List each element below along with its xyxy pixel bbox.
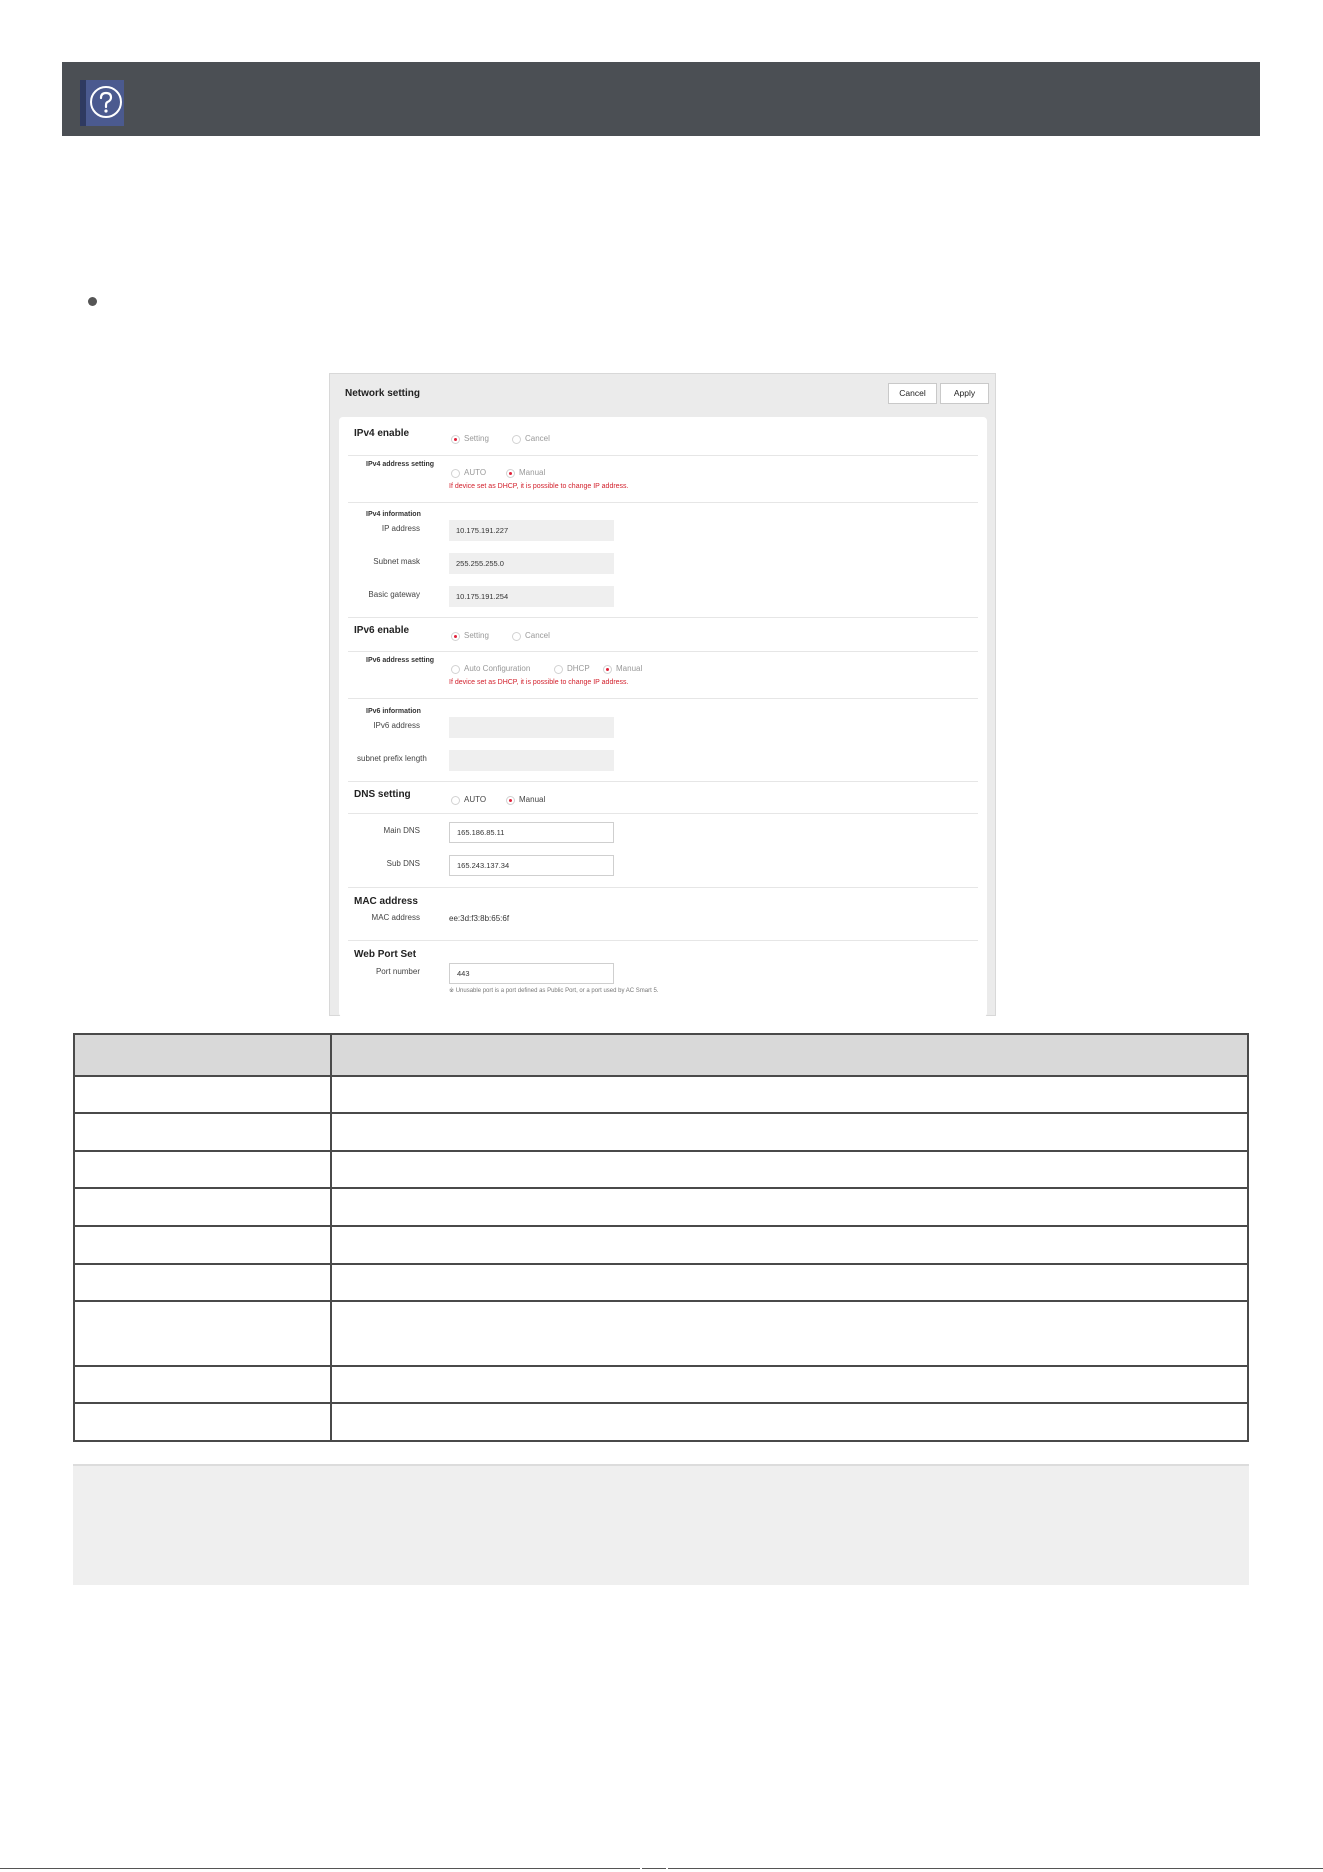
ipv4-enable-setting-radio[interactable] (451, 435, 460, 444)
note-box (73, 1464, 1249, 1585)
description-table (73, 1033, 1249, 1442)
ipv6-manual-radio[interactable] (603, 665, 612, 674)
ipv4-warning: If device set as DHCP, it is possible to change IP address. (449, 483, 629, 490)
divider (348, 813, 978, 814)
table-cell (74, 1113, 331, 1151)
divider (348, 698, 978, 699)
divider (348, 617, 978, 618)
table-header-cell (74, 1034, 331, 1076)
ipv4-auto-label: AUTO (464, 468, 487, 477)
table-cell (331, 1151, 1248, 1189)
ipv6-dhcp-radio[interactable] (554, 665, 563, 674)
page-header-bar (62, 62, 1260, 136)
dns-auto-radio[interactable] (451, 796, 460, 805)
main-dns-field[interactable]: 165.186.85.11 (449, 822, 614, 843)
table-cell (74, 1366, 331, 1404)
divider (348, 887, 978, 888)
table-cell (331, 1188, 1248, 1226)
apply-button[interactable]: Apply (940, 383, 989, 404)
table-header-row (74, 1034, 1248, 1076)
ipv4-enable-setting-label: Setting (464, 434, 489, 443)
subnet-prefix-length-field[interactable] (449, 750, 614, 771)
question-circle-icon (89, 84, 123, 120)
mac-address-label: MAC address (371, 913, 420, 922)
divider (348, 781, 978, 782)
ipv6-address-label: IPv6 address (373, 721, 420, 730)
table-row (74, 1188, 1248, 1226)
table-row (74, 1076, 1248, 1114)
table-row (74, 1113, 1248, 1151)
ipv6-auto-config-label: Auto Configuration (464, 664, 531, 673)
ipv4-information-label: IPv4 information (366, 511, 421, 518)
dns-manual-label: Manual (519, 795, 546, 804)
settings-panel (339, 417, 987, 1017)
ipv6-enable-setting-label: Setting (464, 631, 489, 640)
ipv6-information-label: IPv6 information (366, 708, 421, 715)
dns-auto-label: AUTO (464, 795, 487, 804)
table-cell (331, 1226, 1248, 1264)
main-dns-label: Main DNS (383, 826, 420, 835)
divider (348, 502, 978, 503)
cancel-button[interactable]: Cancel (888, 383, 937, 404)
ipv6-address-setting-label: IPv6 address setting (366, 657, 435, 664)
footer-rule-mid (642, 1868, 666, 1869)
basic-gateway-label: Basic gateway (368, 590, 420, 599)
basic-gateway-field[interactable]: 10.175.191.254 (449, 586, 614, 607)
subnet-prefix-length-label: subnet prefix length (357, 754, 427, 763)
port-number-note: ※ Unusable port is a port defined as Public Port, or a port used by AC Smart 5. (449, 988, 659, 994)
ipv4-address-setting-label: IPv4 address setting (366, 461, 435, 468)
mac-address-title: MAC address (354, 896, 418, 907)
sub-dns-label: Sub DNS (386, 859, 420, 868)
screen-title: Network setting (345, 388, 421, 399)
table-cell (331, 1076, 1248, 1114)
ipv4-enable-cancel-label: Cancel (525, 434, 550, 443)
table-cell (74, 1226, 331, 1264)
table-cell (74, 1151, 331, 1189)
ipv4-auto-radio[interactable] (451, 469, 460, 478)
table-cell (74, 1301, 331, 1366)
mac-address-value: ee:3d:f3:8b:65:6f (449, 914, 510, 923)
bullet-point (88, 297, 97, 306)
divider (348, 940, 978, 941)
sub-dns-field[interactable]: 165.243.137.34 (449, 855, 614, 876)
port-number-field[interactable]: 443 (449, 963, 614, 984)
ipv6-enable-setting-radio[interactable] (451, 632, 460, 641)
table-cell (74, 1403, 331, 1441)
help-tile (80, 80, 124, 126)
ipv6-address-field[interactable] (449, 717, 614, 738)
table-cell (331, 1301, 1248, 1366)
port-number-label: Port number (375, 967, 420, 976)
footer-rule-left (0, 1868, 640, 1869)
ipv6-enable-title: IPv6 enable (354, 625, 410, 636)
ipv4-manual-label: Manual (519, 468, 546, 477)
divider (348, 455, 978, 456)
ipv6-warning: If device set as DHCP, it is possible to change IP address. (449, 679, 629, 686)
ipv4-enable-title: IPv4 enable (354, 428, 410, 439)
table-row (74, 1226, 1248, 1264)
table-row (74, 1403, 1248, 1441)
table-header-cell (331, 1034, 1248, 1076)
table-cell (74, 1076, 331, 1114)
ipv6-manual-label: Manual (616, 664, 643, 673)
ipv6-auto-config-radio[interactable] (451, 665, 460, 674)
subnet-mask-label: Subnet mask (373, 557, 420, 566)
ipv6-enable-cancel-radio[interactable] (512, 632, 521, 641)
table-cell (331, 1366, 1248, 1404)
table-cell (331, 1403, 1248, 1441)
footer-rule-right (668, 1868, 1323, 1869)
dns-setting-title: DNS setting (354, 789, 411, 800)
table-cell (74, 1264, 331, 1302)
divider (348, 651, 978, 652)
network-setting-screenshot (329, 373, 996, 1016)
dns-manual-radio[interactable] (506, 796, 515, 805)
web-port-set-title: Web Port Set (354, 949, 417, 960)
table-row (74, 1151, 1248, 1189)
ipv6-enable-cancel-label: Cancel (525, 631, 550, 640)
subnet-mask-field[interactable]: 255.255.255.0 (449, 553, 614, 574)
table-cell (331, 1264, 1248, 1302)
table-row (74, 1264, 1248, 1302)
ipv4-enable-cancel-radio[interactable] (512, 435, 521, 444)
ip-address-label: IP address (381, 524, 420, 533)
table-cell (74, 1188, 331, 1226)
ipv4-manual-radio[interactable] (506, 469, 515, 478)
ip-address-field[interactable]: 10.175.191.227 (449, 520, 614, 541)
table-row (74, 1301, 1248, 1366)
table-cell (331, 1113, 1248, 1151)
ipv6-dhcp-label: DHCP (567, 664, 590, 673)
table-row (74, 1366, 1248, 1404)
